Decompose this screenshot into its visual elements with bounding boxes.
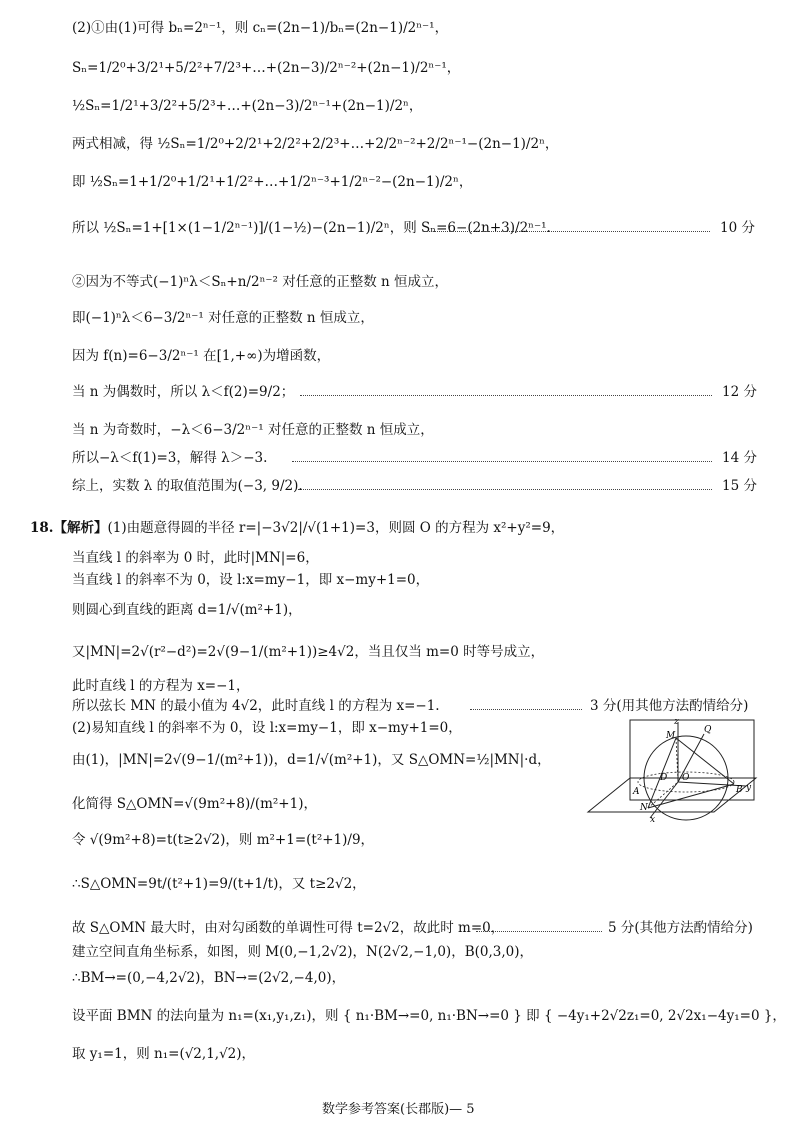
analysis-tag: 【解析】 <box>53 520 108 536</box>
line-p2-1: (1)由题意得圆的半径 r=|−3√2|/√(1+1)=3，则圆 O 的方程为 x²+y²=9， <box>107 520 565 536</box>
line-p2-9: 由(1)，|MN|=2√(9−1/(m²+1))，d=1/√(m²+1)，又 S△OMN=½|MN|·d， <box>72 752 551 768</box>
line-p2-4: 则圆心到直线的距离 d=1/√(m²+1)， <box>72 602 302 618</box>
score-leader <box>470 709 582 710</box>
line-p1-2: Sₙ=1/2⁰+3/2¹+5/2²+7/2³+…+(2n−3)/2ⁿ⁻²+(2n−1)/2ⁿ⁻¹， <box>72 60 461 76</box>
label-q: Q <box>704 725 712 735</box>
line-p2-8: (2)易知直线 l 的斜率不为 0，设 l:x=my−1，即 x−my+1=0， <box>72 720 462 736</box>
line-p2-17: 取 y₁=1，则 n₁=(√2,1,√2)， <box>72 1046 256 1062</box>
label-m: M <box>666 731 676 741</box>
problem-number: 18. <box>30 520 54 536</box>
score-leader <box>292 461 712 462</box>
score-10: 10 分 <box>720 220 755 236</box>
score-14: 14 分 <box>722 450 757 466</box>
line-p2-11: 令 √(9m²+8)=t(t≥2√2)，则 m²+1=(t²+1)/9， <box>72 832 375 848</box>
line-p1-10: 当 n 为偶数时，所以 λ＜f(2)=9/2； <box>72 384 295 400</box>
line-p1-1: (2)①由(1)可得 bₙ=2ⁿ⁻¹，则 cₙ=(2n−1)/bₙ=(2n−1)/2ⁿ⁻¹， <box>72 20 449 36</box>
label-y: y <box>746 783 752 793</box>
problem-18-header <box>30 518 564 538</box>
score-15: 15 分 <box>722 478 757 494</box>
line-p2-2: 当直线 l 的斜率为 0 时，此时|MN|=6， <box>72 550 319 566</box>
label-x: x <box>650 815 656 824</box>
label-z: z <box>674 717 679 727</box>
line-p1-6: 所以 ½Sₙ=1+[1×(1−1/2ⁿ⁻¹)]/(1−½)−(2n−1)/2ⁿ，则 Sₙ=6−(2n+3)/2ⁿ⁻¹. <box>72 220 551 236</box>
line-p1-3: ½Sₙ=1/2¹+3/2²+5/2³+…+(2n−3)/2ⁿ⁻¹+(2n−1)/2ⁿ， <box>72 98 423 114</box>
score-3: 3 分(用其他方法酌情给分) <box>590 698 749 714</box>
geometry-figure <box>586 716 758 824</box>
score-leader <box>298 489 712 490</box>
line-p2-6: 此时直线 l 的方程为 x=−1， <box>72 678 250 694</box>
line-p2-3: 当直线 l 的斜率不为 0，设 l:x=my−1，即 x−my+1=0， <box>72 572 430 588</box>
line-p2-15: ∴BM→=(0,−4,2√2)，BN→=(2√2,−4,0)， <box>72 970 346 986</box>
segment-nb <box>648 784 734 808</box>
line-p2-5: 又|MN|=2√(r²−d²)=2√(9−1/(m²+1))≥4√2，当且仅当 m=0 时等号成立， <box>72 644 545 660</box>
score-leader <box>300 395 712 396</box>
label-d: D <box>660 773 668 783</box>
line-p1-13: 综上，实数 λ 的取值范围为(−3, 9/2). <box>72 478 303 494</box>
line-p2-10: 化简得 S△OMN=√(9m²+8)/(m²+1)， <box>72 796 317 812</box>
line-p1-5: 即 ½Sₙ=1+1/2⁰+1/2¹+1/2²+…+1/2ⁿ⁻³+1/2ⁿ⁻²−(2n−1)/2ⁿ， <box>72 174 473 190</box>
line-p2-13: 故 S△OMN 最大时，由对勾函数的单调性可得 t=2√2，故此时 m=0， <box>72 920 505 936</box>
page-footer: 数学参考答案(长郡版)— 5 <box>322 1102 475 1117</box>
score-12: 12 分 <box>722 384 757 400</box>
line-p2-16: 设平面 BMN 的法向量为 n₁=(x₁,y₁,z₁)，则 { n₁·BM→=0, n₁·BN→=0 } 即 { −4y₁+2√2z₁=0, 2√2x₁−4y₁=0 }， <box>72 1008 786 1024</box>
line-p2-14: 建立空间直角坐标系，如图，则 M(0,−1,2√2)，N(2√2,−1,0)，B(0,3,0)， <box>72 944 534 960</box>
score-leader <box>426 231 710 232</box>
label-o: O <box>682 773 690 783</box>
line-p1-11: 当 n 为奇数时，−λ＜6−3/2ⁿ⁻¹ 对任意的正整数 n 恒成立， <box>72 422 434 438</box>
line-p1-8: 即(−1)ⁿλ＜6−3/2ⁿ⁻¹ 对任意的正整数 n 恒成立， <box>72 310 374 326</box>
line-p1-7: ②因为不等式(−1)ⁿλ＜Sₙ+n/2ⁿ⁻² 对任意的正整数 n 恒成立， <box>72 274 449 290</box>
line-p1-12: 所以−λ＜f(1)=3，解得 λ＞−3. <box>72 450 268 466</box>
label-n: N <box>640 803 648 813</box>
label-a: A <box>633 787 640 797</box>
horizontal-plane <box>588 778 756 812</box>
line-p2-12: ∴S△OMN=9t/(t²+1)=9/(t+1/t)，又 t≥2√2， <box>72 876 366 892</box>
score-5: 5 分(其他方法酌情给分) <box>608 920 753 936</box>
label-b: B <box>736 785 743 795</box>
line-p1-9: 因为 f(n)=6−3/2ⁿ⁻¹ 在[1,+∞)为增函数， <box>72 348 331 364</box>
line-p1-4: 两式相减，得 ½Sₙ=1/2⁰+2/2¹+2/2²+2/2³+…+2/2ⁿ⁻²+2/2ⁿ⁻¹−(2n−1)/2ⁿ， <box>72 136 559 152</box>
score-leader <box>476 931 602 932</box>
line-p2-7: 所以弦长 MN 的最小值为 4√2，此时直线 l 的方程为 x=−1. <box>72 698 440 714</box>
